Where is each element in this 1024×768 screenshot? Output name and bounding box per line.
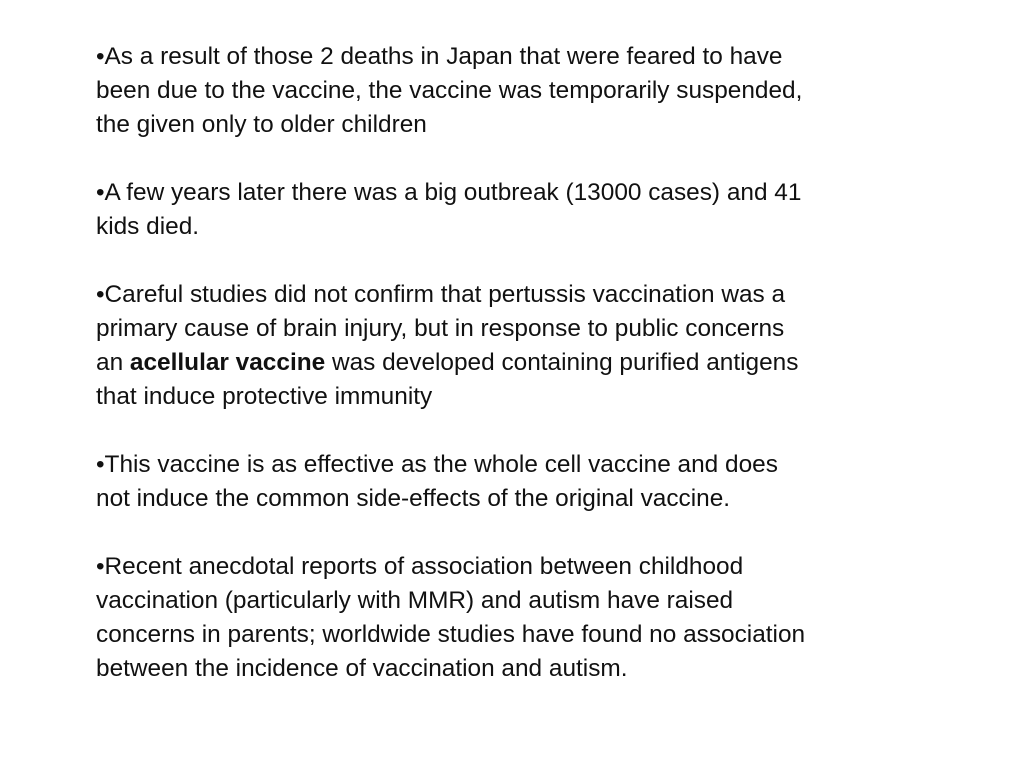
text-line: •A few years later there was a big outbreak (13000 cases) and 41 [96,179,802,206]
bullet-effectiveness [96,448,956,516]
text-line: •This vaccine is as effective as the whole cell vaccine and does [96,451,778,478]
text-line: the given only to older children [96,111,427,138]
text-line: not induce the common side-effects of the original vaccine. [96,485,731,512]
text-line: •Careful studies did not confirm that pertussis vaccination was a [96,281,786,308]
text-run: an [96,349,130,376]
text-line: kids died. [96,213,200,240]
text-line: between the incidence of vaccination and autism. [96,655,628,682]
text-line: concerns in parents; worldwide studies have found no association [96,621,806,648]
bullet-outbreak [96,176,956,244]
bullet-japan-suspension [96,40,956,142]
text-line: •Recent anecdotal reports of association between childhood [96,553,744,580]
text-line: •As a result of those 2 deaths in Japan that were feared to have [96,43,783,70]
text-run: was developed containing purified antigens [325,349,799,376]
text-line: vaccination (particularly with MMR) and autism have raised [96,587,734,614]
bullet-autism-reports [96,550,956,686]
slide-body [96,40,956,686]
text-line: that induce protective immunity [96,383,433,410]
bullet-acellular-vaccine [96,278,956,414]
emphasis-acellular-vaccine: acellular vaccine [129,349,326,376]
text-line: primary cause of brain injury, but in response to public concerns [96,315,785,342]
text-line: been due to the vaccine, the vaccine was temporarily suspended, [96,77,803,104]
text-line [96,346,956,380]
